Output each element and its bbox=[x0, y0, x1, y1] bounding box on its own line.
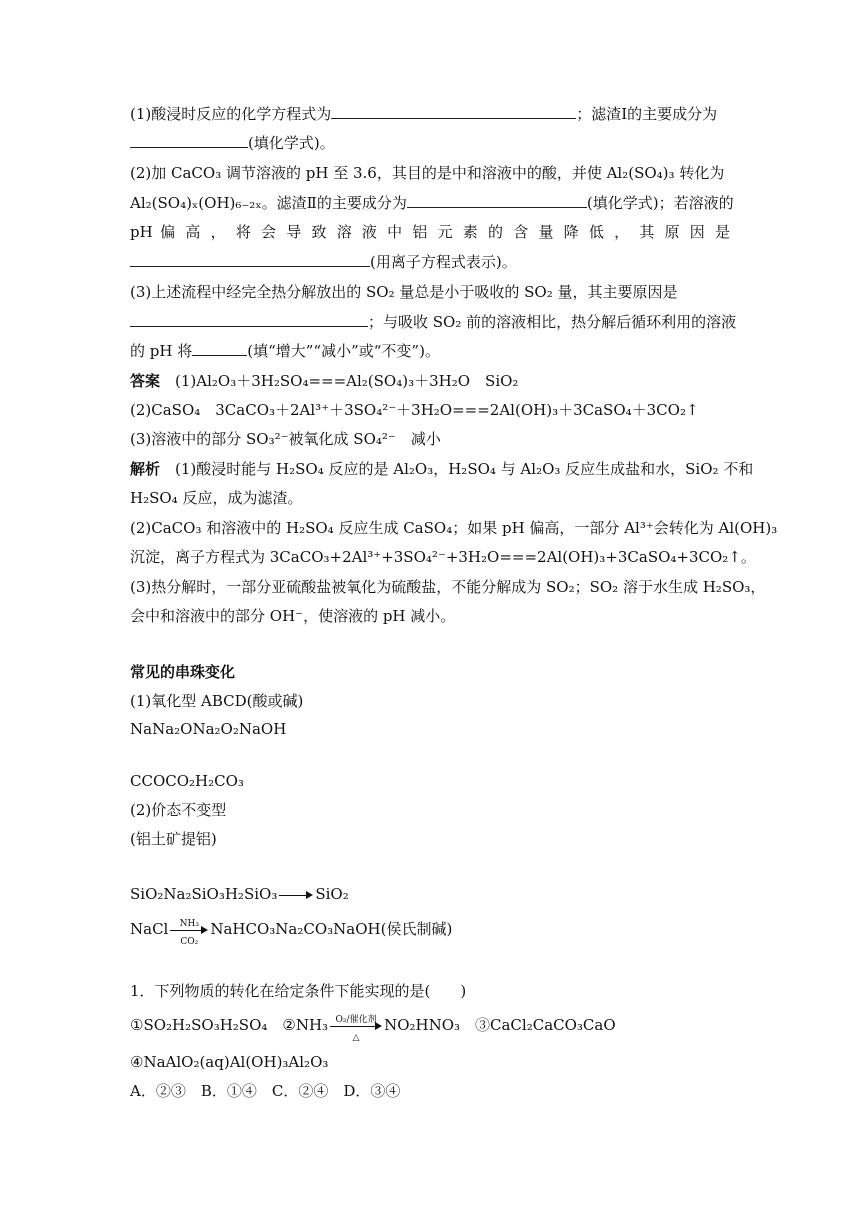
answer-blank[interactable] bbox=[331, 104, 576, 119]
option-text: ①SO₂H₂SO₃H₂SO₄ ②NH₃ bbox=[130, 1016, 329, 1034]
chain-item1: (1)氧化型 ABCD(酸或碱) bbox=[130, 692, 304, 710]
question-text: Al₂(SO₄)ₓ(OH)₆₋₂ₓ。滤渣Ⅱ的主要成分为 bbox=[130, 194, 407, 212]
answer-text: (1)Al₂O₃＋3H₂SO₄===Al₂(SO₄)₃＋3H₂O SiO₂ bbox=[175, 372, 519, 390]
answer-line1 bbox=[130, 371, 730, 391]
section-heading: 常见的串珠变化 bbox=[130, 663, 236, 681]
chain-item2: (2)价态不变型 bbox=[130, 801, 227, 819]
answer-label: 答案 bbox=[130, 372, 161, 390]
chain-item2-note: (铝土矿提铝) bbox=[130, 830, 217, 848]
chain-item1-a: NaNa₂ONa₂O₂NaOH bbox=[130, 720, 287, 738]
question-text: 的 pH 将 bbox=[130, 342, 193, 360]
question-part2-line1: (2)加 CaCO₃ 调节溶液的 pH 至 3.6，其目的是中和溶液中的酸，并使 Al₂(SO₄)₃ 转化为 bbox=[130, 164, 725, 182]
answer-blank[interactable] bbox=[130, 252, 370, 267]
chain-formula: SiO₂ bbox=[315, 885, 349, 903]
answer-blank[interactable] bbox=[407, 193, 587, 208]
question-part2-line2 bbox=[130, 193, 734, 213]
answer-blank[interactable] bbox=[130, 133, 248, 148]
question-part3-line1: (3)上述流程中经完全热分解放出的 SO₂ 量总是小于吸收的 SO₂ 量，其主要原因是 bbox=[130, 283, 678, 301]
reaction-arrow-icon bbox=[170, 919, 208, 947]
analysis-line1 bbox=[130, 459, 754, 479]
arrow-condition-bottom: △ bbox=[352, 1033, 360, 1043]
question-text: (填“增大”“减小”或“不变”)。 bbox=[247, 342, 440, 360]
answer-line3: (3)溶液中的部分 SO₃²⁻被氧化成 SO₄²⁻ 减小 bbox=[130, 430, 441, 448]
question-part3-line3 bbox=[130, 341, 730, 361]
analysis-text: (1)酸浸时能与 H₂SO₄ 反应的是 Al₂O₃，H₂SO₄ 与 Al₂O₃ 反应生成盐和水，SiO₂ 不和 bbox=[175, 460, 754, 478]
question-part3-line2 bbox=[130, 312, 737, 332]
question-text: ；与吸收 SO₂ 前的溶液相比，热分解后循环利用的溶液 bbox=[368, 313, 737, 331]
question-part1-line2 bbox=[130, 133, 730, 153]
question-part2-line4 bbox=[130, 252, 730, 272]
answer-blank[interactable] bbox=[192, 341, 247, 356]
analysis-line2: H₂SO₄ 反应，成为滤渣。 bbox=[130, 489, 303, 507]
question1-options-line1 bbox=[130, 1015, 730, 1043]
arrow-condition-top: O₂/催化剂 bbox=[335, 1015, 377, 1025]
reaction-arrow-icon bbox=[279, 885, 313, 905]
option-text: NO₂HNO₃ ③CaCl₂CaCO₃CaO bbox=[384, 1016, 616, 1034]
chain-item2-b bbox=[130, 919, 730, 947]
chain-formula: SiO₂Na₂SiO₃H₂SiO₃ bbox=[130, 885, 278, 903]
question-text: (1)酸浸时反应的化学方程式为 bbox=[130, 105, 332, 123]
reaction-arrow-icon bbox=[330, 1015, 382, 1043]
chain-item2-a bbox=[130, 884, 730, 905]
question-text: (填化学式)；若溶液的 bbox=[586, 194, 734, 212]
chain-formula: NaCl bbox=[130, 920, 169, 938]
question-text: (用离子方程式表示)。 bbox=[370, 253, 517, 271]
answer-line2: (2)CaSO₄ 3CaCO₃＋2Al³⁺＋3SO₄²⁻＋3H₂O===2Al(OH)₃＋3CaSO₄＋3CO₂↑ bbox=[130, 401, 699, 419]
question-part2-line3: pH 偏 高 ， 将 会 导 致 溶 液 中 铝 元 素 的 含 量 降 低 ， 其 原 因 是 bbox=[130, 223, 730, 241]
question-text: ；滤渣Ⅰ的主要成分为 bbox=[576, 105, 718, 123]
arrow-condition-top: NH₃ bbox=[179, 919, 200, 929]
analysis-label: 解析 bbox=[130, 460, 161, 478]
analysis-line3: (2)CaCO₃ 和溶液中的 H₂SO₄ 反应生成 CaSO₄；如果 pH 偏高，一部分 Al³⁺会转化为 Al(OH)₃ bbox=[130, 519, 778, 537]
chain-formula: NaHCO₃Na₂CO₃NaOH(侯氏制碱) bbox=[210, 920, 453, 938]
question-text: (填化学式)。 bbox=[248, 134, 335, 152]
analysis-line6: 会中和溶液中的部分 OH⁻，使溶液的 pH 减小。 bbox=[130, 607, 456, 625]
question1-stem: 1．下列物质的转化在给定条件下能实现的是( ) bbox=[130, 982, 467, 1000]
answer-blank[interactable] bbox=[130, 312, 368, 327]
question-part1-line1 bbox=[130, 104, 730, 124]
analysis-line5: (3)热分解时，一部分亚硫酸盐被氧化为硫酸盐，不能分解成为 SO₂；SO₂ 溶于水生成 H₂SO₃， bbox=[130, 578, 766, 596]
question1-choices[interactable]: A．②③ B．①④ C．②④ D．③④ bbox=[130, 1082, 401, 1100]
arrow-condition-bottom: CO₂ bbox=[180, 937, 199, 947]
question1-options-line2: ④NaAlO₂(aq)Al(OH)₃Al₂O₃ bbox=[130, 1053, 329, 1071]
chain-item1-b: CCOCO₂H₂CO₃ bbox=[130, 772, 244, 790]
analysis-line4: 沉淀，离子方程式为 3CaCO₃+2Al³⁺+3SO₄²⁻+3H₂O===2Al(OH)₃+3CaSO₄+3CO₂↑。 bbox=[130, 548, 756, 566]
